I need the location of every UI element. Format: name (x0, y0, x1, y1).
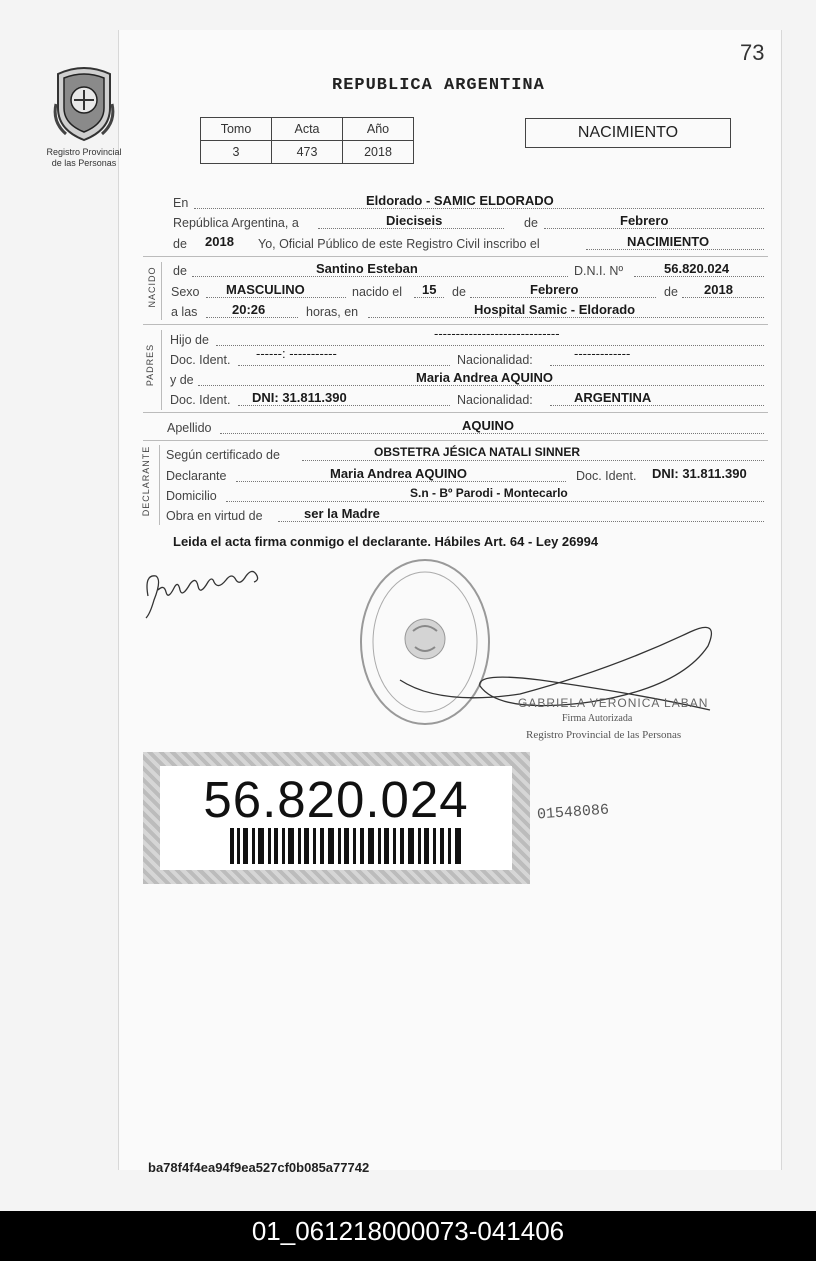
obra-value: ser la Madre (304, 506, 380, 521)
doc2-label: Doc. Ident. (170, 393, 231, 407)
row-nacido-sexo (170, 282, 766, 302)
sexo-value: MASCULINO (226, 282, 305, 297)
page-number: 73 (740, 40, 765, 65)
yde-label: y de (170, 373, 194, 387)
en-label: En (173, 196, 189, 210)
horas-label: horas, en (306, 305, 359, 319)
birth-month: Febrero (530, 282, 579, 297)
side-label-declarante: DECLARANTE (141, 445, 151, 517)
province-seal-icon (52, 64, 116, 142)
dni-label: D.N.I. Nº (574, 264, 624, 278)
closing-statement: Leida el acta firma conmigo el declarante. Hábiles Art. 64 - Ley 26994 (173, 534, 599, 549)
month-value: Febrero (620, 213, 669, 228)
row-declarante (166, 466, 766, 486)
row-cert (166, 445, 766, 465)
doc1-label: Doc. Ident. (170, 353, 231, 367)
birth-day: 15 (422, 282, 437, 297)
decl-doc-label: Doc. Ident. (576, 469, 637, 483)
nacido-label: nacido el (352, 285, 403, 299)
mother-value: Maria Andrea AQUINO (416, 370, 554, 385)
nac2-label: Nacionalidad: (457, 393, 533, 407)
hijo-label: Hijo de (170, 333, 209, 347)
signer-name: GABRIELA VERONICA LABAN (518, 696, 709, 710)
row-doc2 (170, 390, 766, 410)
name-value: Santino Esteban (316, 261, 418, 276)
logo-caption-line2: de las Personas (51, 158, 117, 168)
row-doc1 (170, 346, 766, 370)
de-label: de (524, 216, 538, 230)
decl-doc-value: DNI: 31.811.390 (652, 466, 747, 481)
en-value: Eldorado - SAMIC ELDORADO (366, 193, 554, 208)
dni-value: 56.820.024 (664, 261, 730, 276)
row-inscribo (170, 234, 766, 254)
row-en (170, 193, 766, 213)
row-domicilio (166, 486, 766, 506)
cert-label: Según certificado de (166, 448, 280, 462)
inscribo-value: NACIMIENTO (627, 234, 710, 249)
de3-label: de (173, 264, 187, 278)
row-nacido-name (170, 261, 766, 281)
doc1-value: ------: ----------- (256, 346, 337, 361)
side-label-padres: PADRES (145, 343, 155, 387)
nac1-label: Nacionalidad: (457, 353, 533, 367)
barcode-label (143, 752, 530, 884)
row-date (170, 213, 766, 233)
record-table (200, 117, 414, 164)
obra-label: Obra en virtud de (166, 509, 263, 523)
dom-value: S.n - Bº Parodi - Montecarlo (410, 486, 568, 500)
declarant-signature-icon (140, 560, 290, 620)
footer-bar (0, 1211, 816, 1261)
year-value: 2018 (205, 234, 234, 249)
document-hash: ba78f4f4ea94f9ea527cf0b085a77742 (148, 1160, 370, 1175)
time-value: 20:26 (232, 302, 266, 317)
hijo-value: ----------------------------- (434, 326, 560, 341)
control-number: 01548086 (536, 801, 610, 824)
de4-label: de (452, 285, 466, 299)
sexo-label: Sexo (171, 285, 200, 299)
apellido-label: Apellido (167, 421, 212, 435)
side-label-nacido: NACIDO (147, 266, 157, 308)
birth-year: 2018 (704, 282, 733, 297)
barcode-number: 56.820.024 (203, 771, 469, 828)
row-obra (166, 506, 766, 526)
nac1-value: ------------- (574, 346, 631, 361)
cert-value: OBSTETRA JÉSICA NATALI SINNER (374, 445, 581, 459)
registry-logo (44, 64, 124, 169)
apellido-value: AQUINO (462, 418, 514, 433)
alas-label: a las (171, 305, 198, 319)
place-value: Hospital Samic - Eldorado (474, 302, 636, 317)
decl-value: Maria Andrea AQUINO (330, 466, 468, 481)
yo-label: Yo, Oficial Público de este Registro Civil inscribo el (258, 237, 540, 251)
record-type-box: NACIMIENTO (525, 118, 731, 148)
footer-id: 01_061218000073-041406 (251, 1216, 565, 1246)
row-mother (170, 370, 766, 390)
barcode-icon (230, 828, 462, 864)
row-nacido-hora (170, 302, 766, 322)
nac2-value: ARGENTINA (574, 390, 652, 405)
row-apellido (167, 418, 766, 438)
signer-registry: Registro Provincial de las Personas (526, 729, 682, 741)
tomo-header: Tomo (201, 118, 272, 141)
anio-header: Año (343, 118, 414, 141)
document-title: REPUBLICA ARGENTINA (332, 76, 545, 95)
de5-label: de (664, 285, 678, 299)
logo-caption-line1: Registro Provincial (46, 147, 122, 157)
day-value: Dieciseis (386, 213, 443, 228)
doc2-value: DNI: 31.811.390 (252, 390, 347, 405)
dom-label: Domicilio (166, 489, 217, 503)
decl-label: Declarante (166, 469, 227, 483)
de2-label: de (173, 237, 187, 251)
signer-role: Firma Autorizada (562, 713, 633, 724)
rep-label: República Argentina, a (173, 216, 299, 230)
tomo-value: 3 (201, 141, 272, 164)
acta-value: 473 (272, 141, 343, 164)
anio-value: 2018 (343, 141, 414, 164)
acta-header: Acta (272, 118, 343, 141)
